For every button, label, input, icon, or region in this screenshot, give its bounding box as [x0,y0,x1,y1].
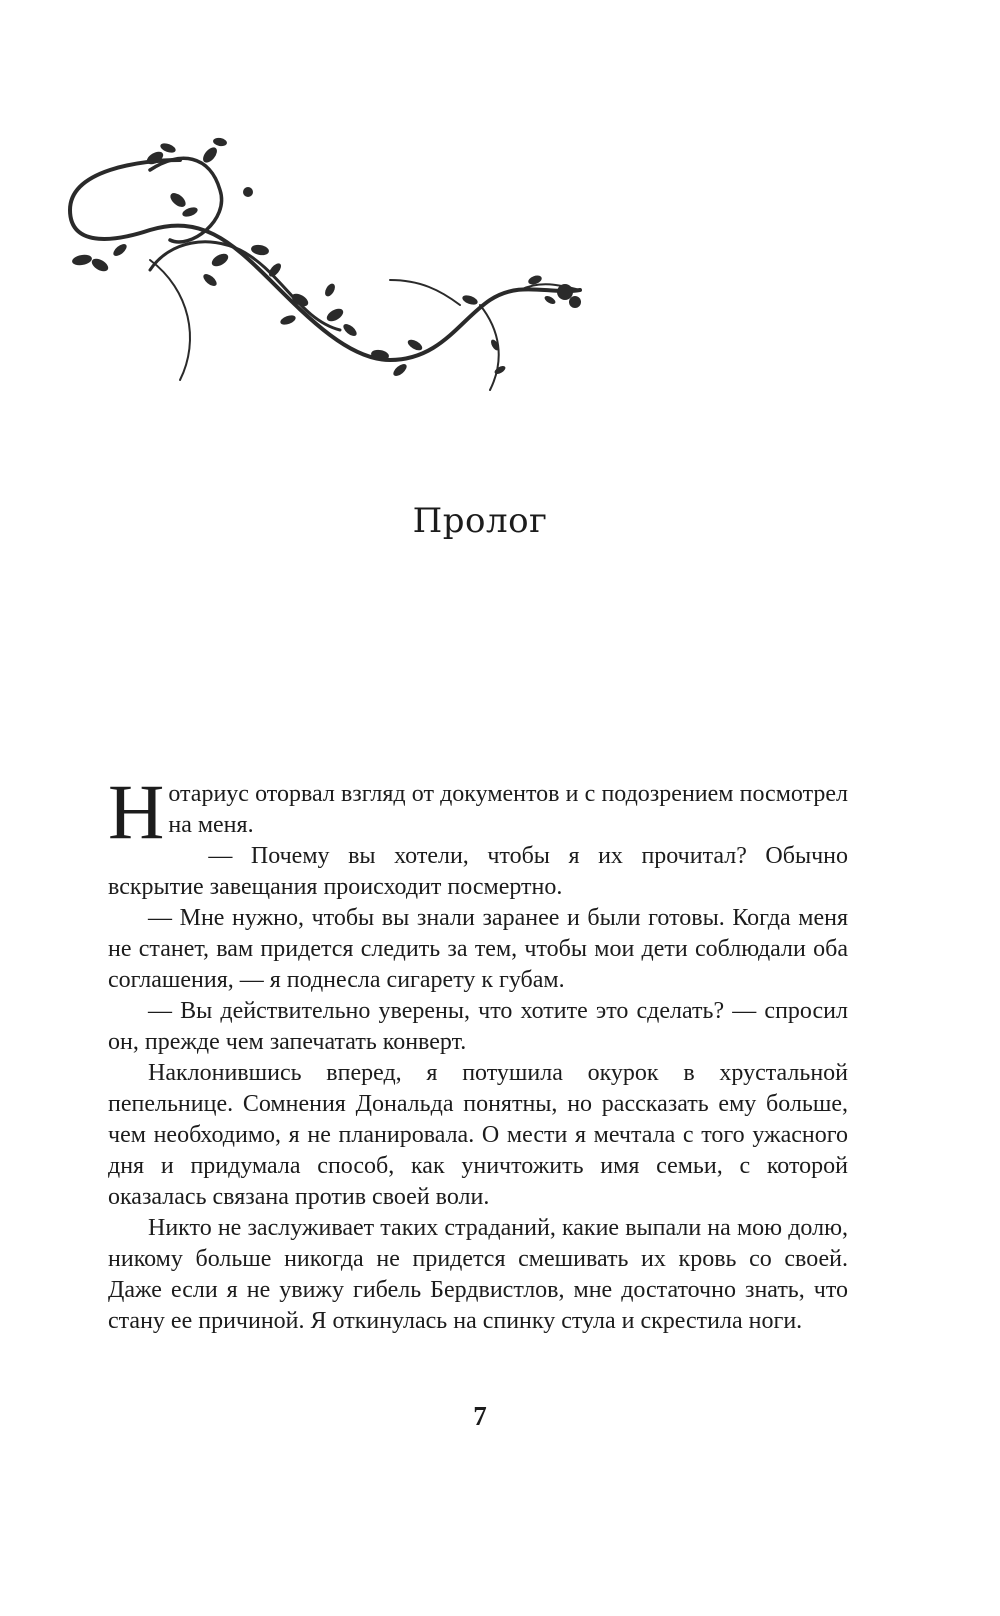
paragraph-1-text: отариус оторвал взгляд от документов и с подозрением посмотрел на меня. [168,781,848,838]
paragraph-5: Наклонившись вперед, я потушила окурок в хрустальной пепельнице. Сомнения Дональда понятны, но рассказать ему больше, чем необходимо, я не планировала. О мести я мечтала с того ужасного дня и придумала способ, как уничтожить имя семьи, с которой оказалась связана против своей воли. [108,1060,848,1210]
paragraph-3: — Мне нужно, чтобы вы знали заранее и были готовы. Когда меня не станет, вам придется следить за тем, чтобы мои дети соблюдали оба соглашения, — я поднесла сигарету к губам. [108,905,848,993]
drop-cap: Н [108,768,165,855]
paragraph-2: — Почему вы хотели, чтобы я их прочитал? Обычно вскрытие завещания происходит посмертно. [108,843,848,900]
rose-vine-ornament [60,130,620,430]
page-number: 7 [473,1401,487,1431]
paragraph-1 [108,768,848,855]
chapter-title: Пролог [412,500,548,541]
chapter-body [108,768,848,1337]
paragraph-4: — Вы действительно уверены, что хотите это сделать? — спросил он, прежде чем запечатать конверт. [108,998,848,1055]
paragraph-6: Никто не заслуживает таких страданий, какие выпали на мою долю, никому больше никогда не придется смешивать их кровь со своей. Даже если я не увижу гибель Бердвистлов, мне достаточно знать, что стану ее причиной. Я откинулась на спинку стула и скрестила ноги. [108,1215,848,1334]
